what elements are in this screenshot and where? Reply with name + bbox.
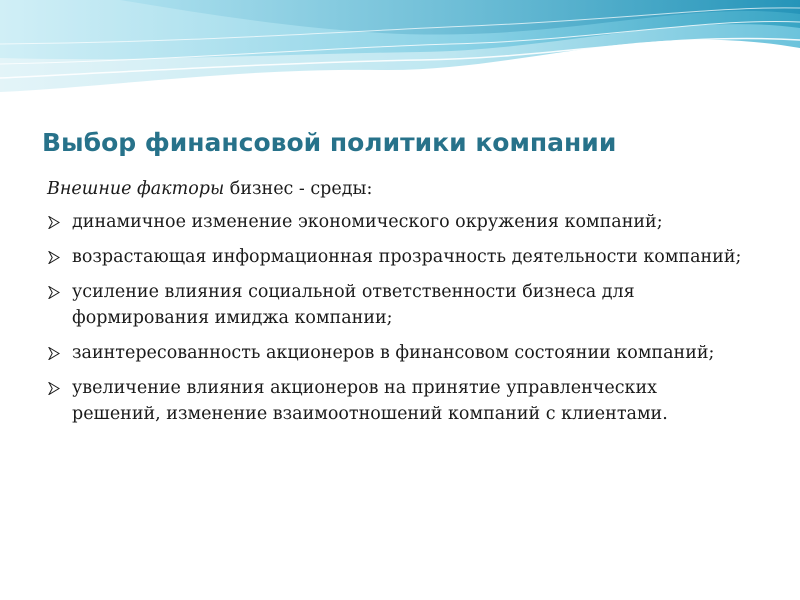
bullet-text: возрастающая информационная прозрачность деятельности компаний; (72, 247, 742, 267)
bullet-item (47, 209, 747, 235)
intro-rest: бизнес - среды: (224, 179, 373, 199)
chevron-right-icon (48, 286, 60, 299)
bullet-text: динамичное изменение экономического окружения компаний; (72, 212, 663, 232)
chevron-right-icon (48, 347, 60, 360)
header-wave-decoration (0, 0, 800, 110)
intro-line (47, 176, 747, 202)
bullet-item (47, 375, 747, 427)
slide-content (47, 176, 747, 436)
bullet-list (47, 209, 747, 427)
bullet-item (47, 279, 747, 331)
chevron-right-icon (48, 216, 60, 229)
bullet-item (47, 244, 747, 270)
bullet-text: увеличение влияния акционеров на принятие управленческих решений, изменение взаимоотношений компаний с клиентами. (72, 378, 668, 424)
intro-italic: Внешние факторы (47, 179, 225, 199)
bullet-text: усиление влияния социальной ответственности бизнеса для формирования имиджа компании; (72, 282, 635, 328)
bullet-item (47, 340, 747, 366)
slide-title: Выбор финансовой политики компании (42, 128, 617, 157)
bullet-text: заинтересованность акционеров в финансовом состоянии компаний; (72, 343, 715, 363)
chevron-right-icon (48, 251, 60, 264)
chevron-right-icon (48, 382, 60, 395)
